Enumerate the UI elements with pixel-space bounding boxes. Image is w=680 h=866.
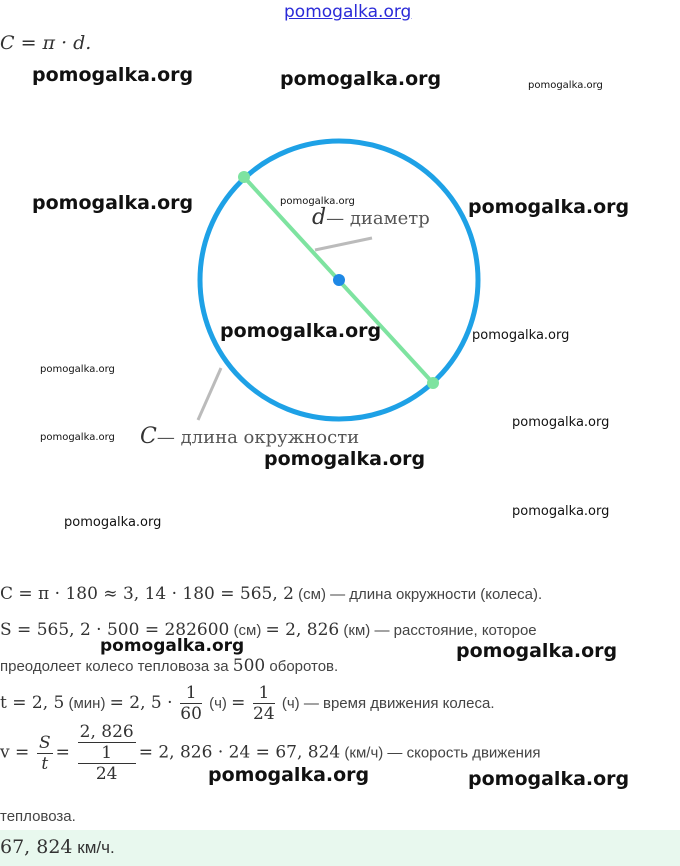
solution-line-6: тепловоза.	[0, 808, 76, 825]
diameter-endpoint-top	[238, 171, 250, 183]
watermark: pomogalka.org	[512, 504, 610, 519]
solution-line-3: преодолеет колесо тепловоза за 500 оборотов.	[0, 656, 339, 676]
fraction-1-60: $\frac{1}{60}$	[180, 683, 202, 724]
fraction-distance-over-time: 2, 826 1 24	[79, 722, 134, 784]
diameter-endpoint-bottom	[427, 377, 439, 389]
solution-line-1: C = π · 180 ≈ 3, 14 · 180 = 565, 2 (см) — длина окружности (колеса).	[0, 584, 543, 604]
watermark: pomogalka.org	[468, 768, 630, 790]
watermark: pomogalka.org	[528, 80, 603, 91]
answer-value: 67, 824	[0, 836, 73, 858]
watermark: pomogalka.org	[40, 432, 115, 443]
diameter-pointer	[315, 238, 372, 250]
answer-unit: км/ч.	[72, 838, 115, 857]
fraction-s-over-t: $\frac{S}{t}$	[39, 732, 51, 774]
watermark: pomogalka.org	[100, 636, 245, 656]
watermark: pomogalka.org	[468, 196, 630, 218]
watermark: pomogalka.org	[512, 415, 610, 430]
fraction-1-24: $\frac{1}{24}$	[253, 683, 275, 724]
site-header-link[interactable]: pomogalka.org	[284, 2, 412, 22]
circumference-pointer	[198, 368, 221, 420]
watermark: pomogalka.org	[472, 328, 570, 343]
watermark: pomogalka.org	[32, 192, 194, 214]
watermark: pomogalka.org	[280, 68, 442, 90]
watermark: pomogalka.org	[264, 448, 426, 470]
watermark: pomogalka.org	[32, 64, 194, 86]
watermark: pomogalka.org	[208, 764, 370, 786]
answer-box	[0, 830, 680, 866]
solution-line-2: S = 565, 2 · 500 = 282600 (см) = 2, 826 (км) — расстояние, которое	[0, 620, 537, 640]
watermark: pomogalka.org	[64, 515, 162, 530]
watermark: pomogalka.org	[280, 196, 355, 207]
watermark: pomogalka.org	[456, 640, 618, 662]
solution-line-4: t = 2, 5 (мин) = 2, 5 · $\frac{1}{60}$ (ч) = $\frac{1}{24}$ (ч) — время движения колеса.	[0, 683, 495, 724]
solution-line-5: v = $\frac{S}{t}$ = 2, 826 1 24 = 2, 826 · 24 = 67, 824 (км/ч) — скорость движения	[0, 722, 541, 784]
watermark: pomogalka.org	[40, 364, 115, 375]
circumference-label: C— длина окружности	[140, 424, 360, 449]
center-point	[333, 274, 345, 286]
watermark: pomogalka.org	[220, 320, 382, 342]
diameter-label: d— диаметр	[312, 205, 430, 230]
circumference-formula: C = π · d.	[0, 32, 92, 54]
